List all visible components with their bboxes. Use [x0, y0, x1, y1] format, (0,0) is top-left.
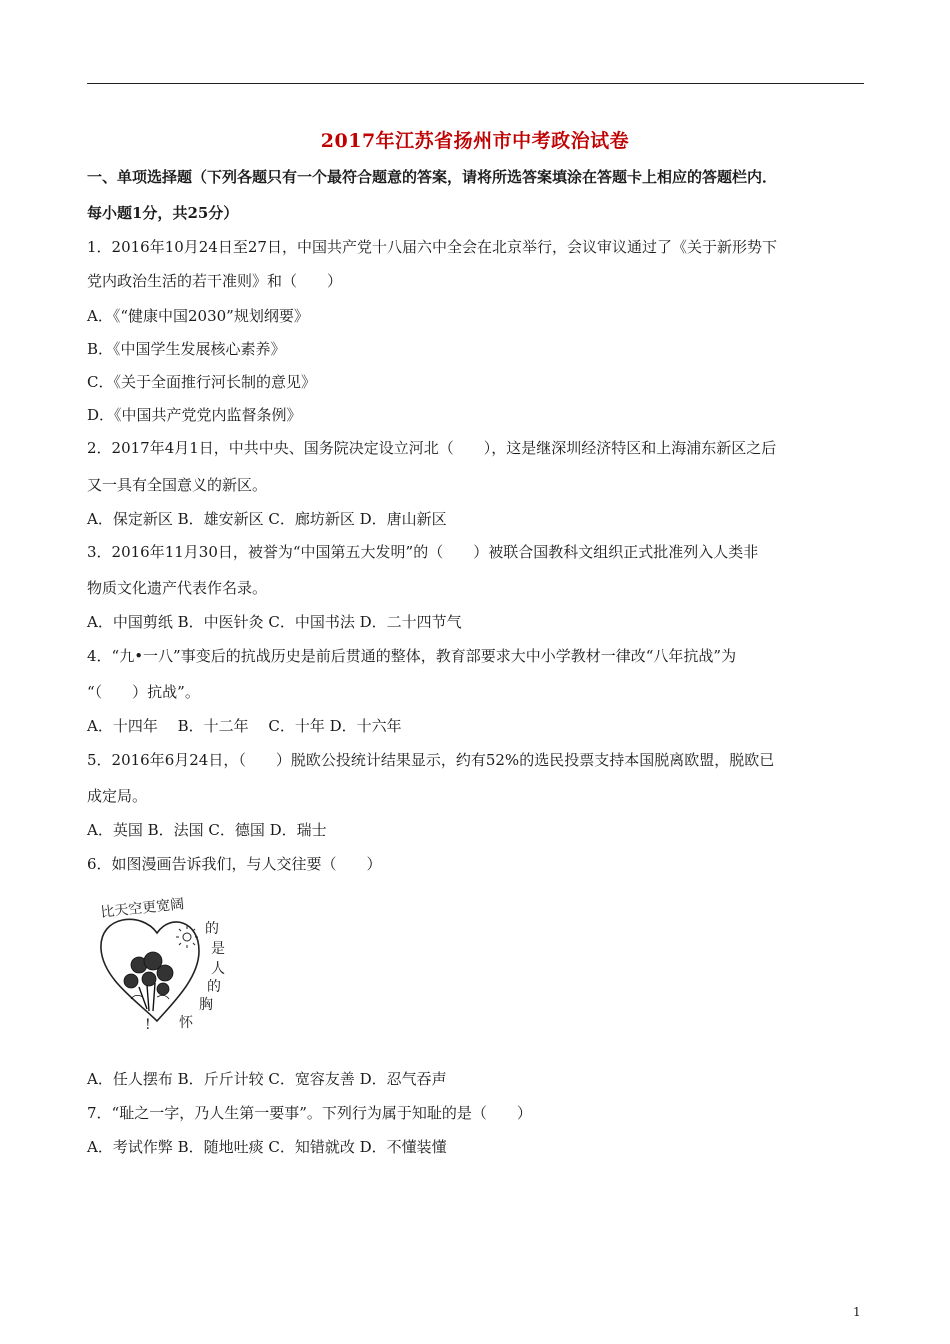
- cartoon-side-char-4: 的: [207, 979, 221, 995]
- q7-options: A．考试作弊 B．随地吐痰 C．知错就改 D．不懂装懂: [87, 1138, 447, 1156]
- q1-stem-line2: 党内政治生活的若干准则》和（ ）: [87, 272, 343, 290]
- q4-stem-line2: “（ ）抗战”。: [87, 683, 200, 701]
- q3-stem-line2: 物质文化遗产代表作名录。: [87, 579, 268, 597]
- q2-stem-line1: 2．2017年4月1日，中共中央、国务院决定设立河北（ ），这是继深圳经济特区和上海浦东新区之后: [87, 439, 777, 457]
- page-title: 2017年江苏省扬州市中考政治试卷: [320, 130, 630, 152]
- sun-icon: [176, 926, 198, 948]
- q2-options: A．保定新区 B．雄安新区 C．廊坊新区 D．唐山新区: [87, 510, 447, 528]
- page-number: 1: [853, 1305, 861, 1319]
- q3-options: A．中国剪纸 B．中医针灸 C．中国书法 D．二十四节气: [87, 613, 462, 631]
- heart-cartoon-illustration: [87, 893, 247, 1033]
- q1-stem-line1: 1．2016年10月24日至27日，中国共产党十八届六中全会在北京举行，会议审议通过了《关于新形势下: [87, 238, 777, 256]
- q5-options: A．英国 B．法国 C．德国 D．瑞士: [87, 821, 327, 839]
- q7-stem: 7．“耻之一字，乃人生第一要事”。下列行为属于知耻的是（ ）: [87, 1104, 532, 1122]
- q1-option-a: A．《“健康中国2030”规划纲要》: [87, 307, 309, 325]
- section-heading-line2: 每小题1分，共25分）: [87, 204, 239, 222]
- section-heading-line1: 一、单项选择题（下列各题只有一个最符合题意的答案，请将所选答案填涂在答题卡上相应的答题栏内．: [87, 168, 778, 186]
- q4-stem-line1: 4．“九•一八”事变后的抗战历史是前后贯通的整体，教育部要求大中小学教材一律改“八年抗战”为: [87, 647, 737, 665]
- q6-options: A．任人摆布 B．斤斤计较 C．宽容友善 D．忍气吞声: [87, 1070, 447, 1088]
- q1-option-b: B．《中国学生发展核心素养》: [87, 340, 286, 358]
- q1-option-d: D．《中国共产党党内监督条例》: [87, 406, 302, 424]
- q5-stem-line2: 成定局。: [87, 787, 148, 805]
- q4-options: A．十四年 B．十二年 C．十年 D．十六年: [87, 717, 402, 735]
- cartoon-side-char-5: 胸: [199, 997, 213, 1013]
- q2-stem-line2: 又一具有全国意义的新区。: [87, 476, 268, 494]
- cartoon-side-char-2: 是: [211, 941, 225, 957]
- cartoon-side-char-3: 人: [211, 961, 225, 977]
- q5-stem-line1: 5．2016年6月24日，（ ）脱欧公投统计结果显示，约有52%的选民投票支持本国脱离欧盟，脱欧已: [87, 751, 775, 769]
- cartoon-exclaim: !: [145, 1017, 151, 1033]
- flower-bouquet: [124, 952, 173, 1011]
- cartoon-side-char-1: 的: [205, 921, 219, 937]
- q1-option-c: C．《关于全面推行河长制的意见》: [87, 373, 316, 391]
- header-rule: [87, 83, 864, 84]
- q6-stem: 6．如图漫画告诉我们，与人交往要（ ）: [87, 855, 382, 873]
- cartoon-arc-text: 比天空更宽阔: [99, 896, 185, 921]
- q3-stem-line1: 3．2016年11月30日，被誉为“中国第五大发明”的（ ）被联合国教科文组织正式批准列入人类非: [87, 543, 759, 561]
- cartoon-side-char-6: 怀: [179, 1015, 193, 1031]
